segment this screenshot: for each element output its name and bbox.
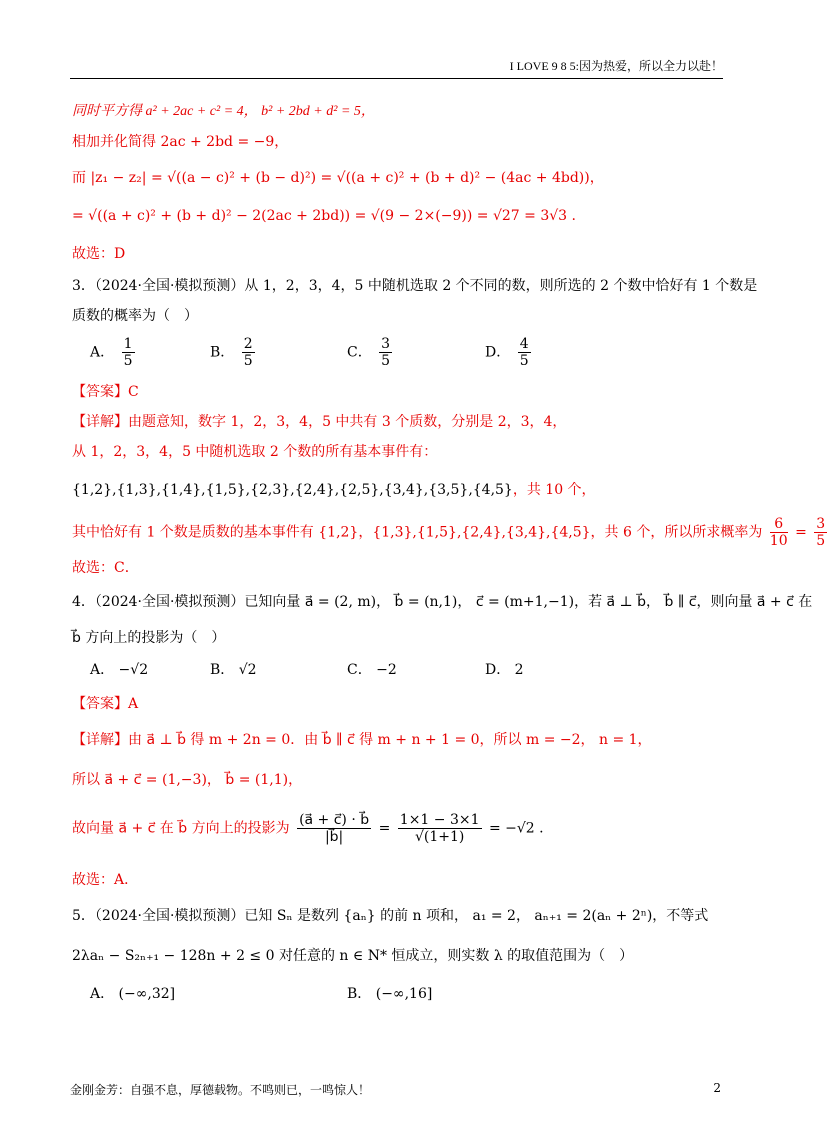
q3-detail-4: 其中恰好有 1 个数是质数的基本事件有 {1,2}，{1,3},{1,5},{2,4},{3,4},{4,5}，共 6 个，所以所求概率为 $\frac{6}{10}$ = $\frac{3}{5}$ — [72, 516, 826, 549]
q4-answer-choice: 故选：A． — [72, 872, 139, 888]
q3-detail-1: 【详解】由题意知，数字 1，2，3，4，5 中共有 3 个质数，分别是 2，3，4， — [72, 414, 567, 430]
q5-choice-b: B． (−∞,16] — [347, 986, 433, 1002]
q4-detail-3: 故向量 a⃗ + c⃗ 在 b⃗ 方向上的投影为 $\frac{(a⃗ + c⃗) \cdot b⃗}{|b⃗|}$ = $\frac{1\times 1 - 3\times 1}{√(1+1)}$ = −√2 . — [72, 812, 544, 845]
q3-choice-c: C． $\frac{3}{5}$ — [347, 336, 391, 369]
q4-choice-b: B． √2 — [210, 662, 257, 678]
answer-choice-line: 故选：D — [72, 246, 126, 262]
question-5-text: 5．（2024·全国·模拟预测）已知 Sₙ 是数列 {aₙ} 的前 n 项和， a₁ = 2， aₙ₊₁ = 2(aₙ + 2ⁿ)，不等式 — [72, 908, 709, 924]
q3-choice-a: A． $\frac{1}{5}$ — [90, 336, 133, 369]
q4-detail-1: 【详解】由 a⃗ ⊥ b⃗ 得 m + 2n = 0．由 b⃗ ∥ c⃗ 得 m + n + 1 = 0，所以 m = −2， n = 1， — [72, 732, 652, 748]
page-header: I LOVE 9 8 5:因为热爱，所以全力以赴！ — [70, 57, 723, 79]
q4-choice-d: D． 2 — [485, 662, 524, 678]
q4-detail-2: 所以 a⃗ + c⃗ = (1,−3)， b⃗ = (1,1)， — [72, 772, 303, 788]
solution-line-2: 相加并化简得 2ac + 2bd = −9， — [72, 134, 289, 150]
q4-choice-c: C． −2 — [347, 662, 397, 678]
q4-projection-fraction-2: $\frac{1\times 1 - 3\times 1}{√(1+1)}$ — [399, 812, 480, 845]
q3-choice-d: D． $\frac{4}{5}$ — [485, 336, 529, 369]
solution-line-4: = √((a + c)² + (b + d)² − 2(2ac + 2bd)) = √(9 − 2×(−9)) = √27 = 3√3 . — [72, 208, 576, 224]
q4-choice-a: A． −√2 — [90, 662, 149, 678]
question-5-text-cont: 2λaₙ − S₂ₙ₊₁ − 128n + 2 ≤ 0 对任意的 n ∈ N* 恒成立，则实数 λ 的取值范围为（ ） — [72, 948, 634, 964]
page-number: 2 — [713, 1081, 721, 1095]
q3-answer: 【答案】C — [72, 384, 139, 400]
q5-choice-a: A． (−∞,32] — [90, 986, 176, 1002]
solution-line-3: 而 |z₁ − z₂| = √((a − c)² + (b − d)²) = √((a + c)² + (b + d)² − (4ac + 4bd))， — [72, 170, 604, 186]
q4-answer: 【答案】A — [72, 696, 139, 712]
question-4-text-cont: b⃗ 方向上的投影为（ ） — [72, 630, 226, 646]
question-4-text: 4．（2024·全国·模拟预测）已知向量 a⃗ = (2, m)， b⃗ = (n,1)， c⃗ = (m+1,−1)，若 a⃗ ⊥ b⃗， b⃗ ∥ c⃗，则向量 a⃗ + c⃗ 在 — [72, 594, 813, 610]
q3-detail-3: {1,2},{1,3},{1,4},{1,5},{2,3},{2,4},{2,5},{3,4},{3,5},{4,5}，共 10 个， — [72, 482, 596, 498]
q4-projection-fraction-1: $\frac{(a⃗ + c⃗) \cdot b⃗}{|b⃗|}$ — [299, 812, 370, 845]
q3-choice-b: B． $\frac{2}{5}$ — [210, 336, 253, 369]
question-3-text-cont: 质数的概率为（ ） — [72, 308, 198, 324]
question-3-text: 3．（2024·全国·模拟预测）从 1，2，3，4，5 中随机选取 2 个不同的数，则所选的 2 个数中恰好有 1 个数是 — [72, 278, 758, 294]
q3-probability-fraction-1: $\frac{6}{10}$ — [769, 516, 788, 549]
q3-answer-choice: 故选：C． — [72, 560, 139, 576]
q3-detail-2: 从 1，2，3，4，5 中随机选取 2 个数的所有基本事件有： — [72, 444, 438, 460]
q3-probability-fraction-2: $\frac{3}{5}$ — [816, 516, 826, 549]
solution-line-1: 同时平方得 a² + 2ac + c² = 4， b² + 2bd + d² = 5， — [72, 104, 375, 119]
footer-motto: 金刚金芳：自强不息，厚德载物。不鸣则已，一鸣惊人！ — [70, 1083, 371, 1097]
